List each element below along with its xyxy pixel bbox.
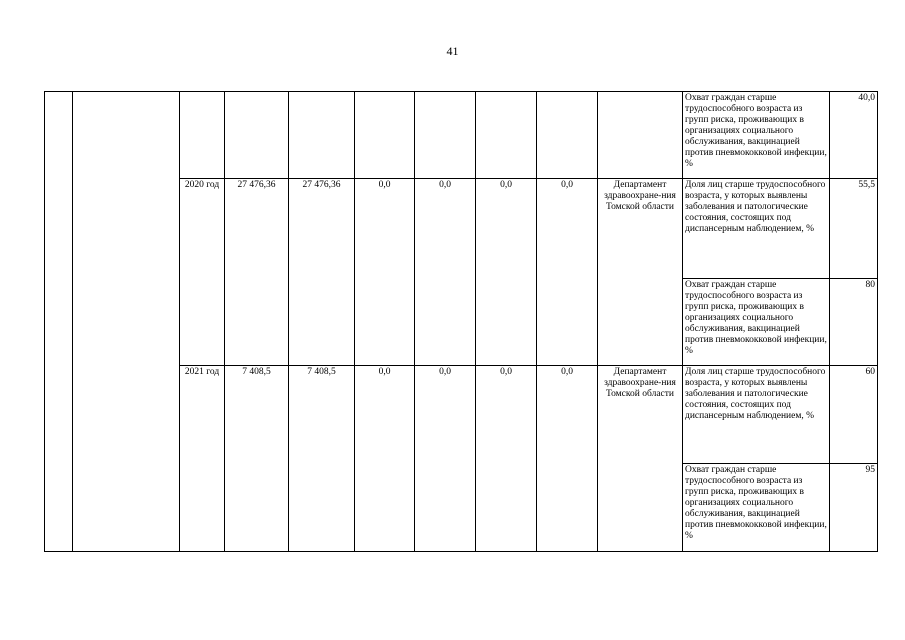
task-cell [73,92,180,552]
funding-cell [476,92,537,179]
funding-cell: 0,0 [537,179,598,366]
funding-cell: 0,0 [476,179,537,366]
indicator-cell: Доля лиц старше трудоспособного возраста, у которых выявлены заболевания и патологические состояния, состоящих под диспансерным наблюдением, % [683,179,830,279]
funding-cell: 0,0 [355,179,415,366]
program-table [44,91,878,552]
indicator-value-cell: 40,0 [830,92,878,179]
year-cell: 2020 год [180,179,225,366]
total-cell: 7 408,5 [225,366,289,552]
year-cell: 2021 год [180,366,225,552]
indicator-value-cell: 95 [830,464,878,552]
funding-cell [537,92,598,179]
department-cell: Департамент здравоохране-ния Томской области [598,179,683,366]
indicator-value-cell: 60 [830,366,878,464]
funding-cell: 0,0 [355,366,415,552]
page-number: 41 [446,44,459,58]
indicator-cell: Охват граждан старше трудоспособного возраста из групп риска, проживающих в организациях социального обслуживания, вакцинацией против пневмококковой инфекции, % [683,279,830,366]
indicator-cell: Охват граждан старше трудоспособного возраста из групп риска, проживающих в организациях социального обслуживания, вакцинацией против пневмококковой инфекции, % [683,464,830,552]
department-cell [598,92,683,179]
funding-cell: 0,0 [415,179,476,366]
funding-cell [289,92,355,179]
funding-cell: 0,0 [415,366,476,552]
funding-cell [355,92,415,179]
indicator-cell: Охват граждан старше трудоспособного возраста из групп риска, проживающих в организациях социального обслуживания, вакцинацией против пневмококковой инфекции, % [683,92,830,179]
table-row [45,92,878,179]
total-cell: 27 476,36 [225,179,289,366]
funding-cell [415,92,476,179]
funding-cell: 0,0 [476,366,537,552]
indicator-cell: Доля лиц старше трудоспособного возраста, у которых выявлены заболевания и патологические состояния, состоящих под диспансерным наблюдением, % [683,366,830,464]
indicator-value-cell: 80 [830,279,878,366]
indicator-value-cell: 55,5 [830,179,878,279]
number-cell [45,92,73,552]
total-cell [225,92,289,179]
funding-cell: 27 476,36 [289,179,355,366]
year-cell [180,92,225,179]
funding-cell: 0,0 [537,366,598,552]
funding-cell: 7 408,5 [289,366,355,552]
department-cell: Департамент здравоохране-ния Томской области [598,366,683,552]
